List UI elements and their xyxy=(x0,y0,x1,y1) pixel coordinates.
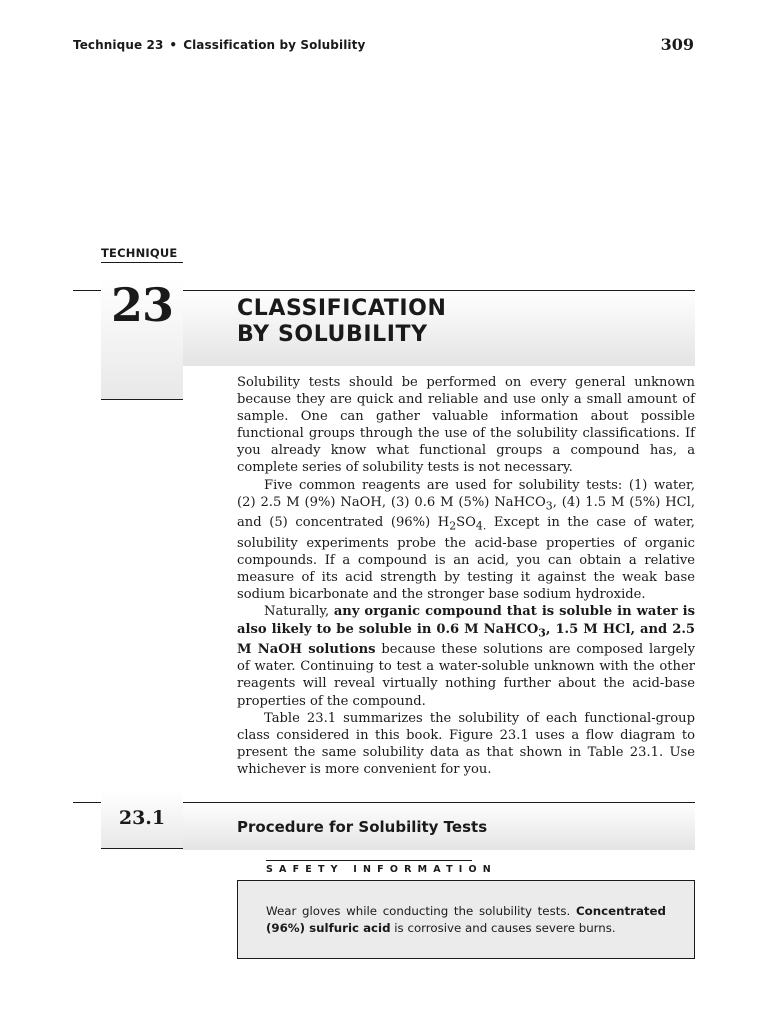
safety-box xyxy=(237,880,695,959)
running-head xyxy=(73,38,365,52)
section-title: Procedure for Solubility Tests xyxy=(237,818,488,836)
technique-number: 23 xyxy=(110,278,173,332)
paragraph-3: Naturally, any organic compound that is soluble in water is also likely to be soluble in 0.6 M NaHCO$_3$, 1.5 M HCl, and 2.5 M NaOH solutions because these solutions are composed largely of water. Continuing to test a water-soluble unknown with the other reagents will reveal virtually nothing further about the acid-base properties of the compound. xyxy=(237,604,696,709)
technique-number-box xyxy=(101,279,183,400)
chapter-title xyxy=(237,296,446,348)
running-head-technique: Technique 23 xyxy=(73,38,164,52)
technique-label: TECHNIQUE xyxy=(101,246,183,263)
page-number: 309 xyxy=(660,35,694,54)
chapter-title-line2: BY SOLUBILITY xyxy=(237,322,428,347)
running-head-title: Classification by Solubility xyxy=(183,38,366,52)
paragraph-2: Five common reagents are used for solubility tests: (1) water, (2) 2.5 M (9%) NaOH, (3) 0.6 M (5%) NaHCO$_3$, (4) 1.5 M (5%) HCl, and (5) concentrated (96%) $H_2SO_{4.}$ Except in the case of water, solubility experiments probe the acid-base properties of organic compounds. If a compound is an acid, you can obtain a relative measure of its acid strength by testing it against the weak base sodium bicarbonate and the stronger base sodium hydroxide. xyxy=(237,477,695,603)
paragraph-1: Solubility tests should be performed on every general unknown because they are quick and reliable and use only a small amount of sample. One can gather valuable information about possible functional groups through the use of the solubility classifications. If you already know what functional groups a compound has, a complete series of solubility tests is not necessary. xyxy=(237,375,695,476)
section-number: 23.1 xyxy=(118,807,166,829)
safety-text: Wear gloves while conducting the solubility tests. Concentrated (96%) sulfuric acid is corrosive and causes severe burns. xyxy=(266,904,666,935)
body-text xyxy=(237,374,695,778)
chapter-title-line1: CLASSIFICATION xyxy=(237,296,447,321)
safety-heading: SAFETY INFORMATION xyxy=(266,860,472,875)
paragraph-4: Table 23.1 summarizes the solubility of each functional-group class considered in this book. Figure 23.1 uses a flow diagram to present the same solubility data as that shown in Table 23.1. Use whichever is more convenient for you. xyxy=(237,710,695,777)
running-head-bullet: • xyxy=(169,38,178,52)
section-number-box xyxy=(101,791,183,849)
